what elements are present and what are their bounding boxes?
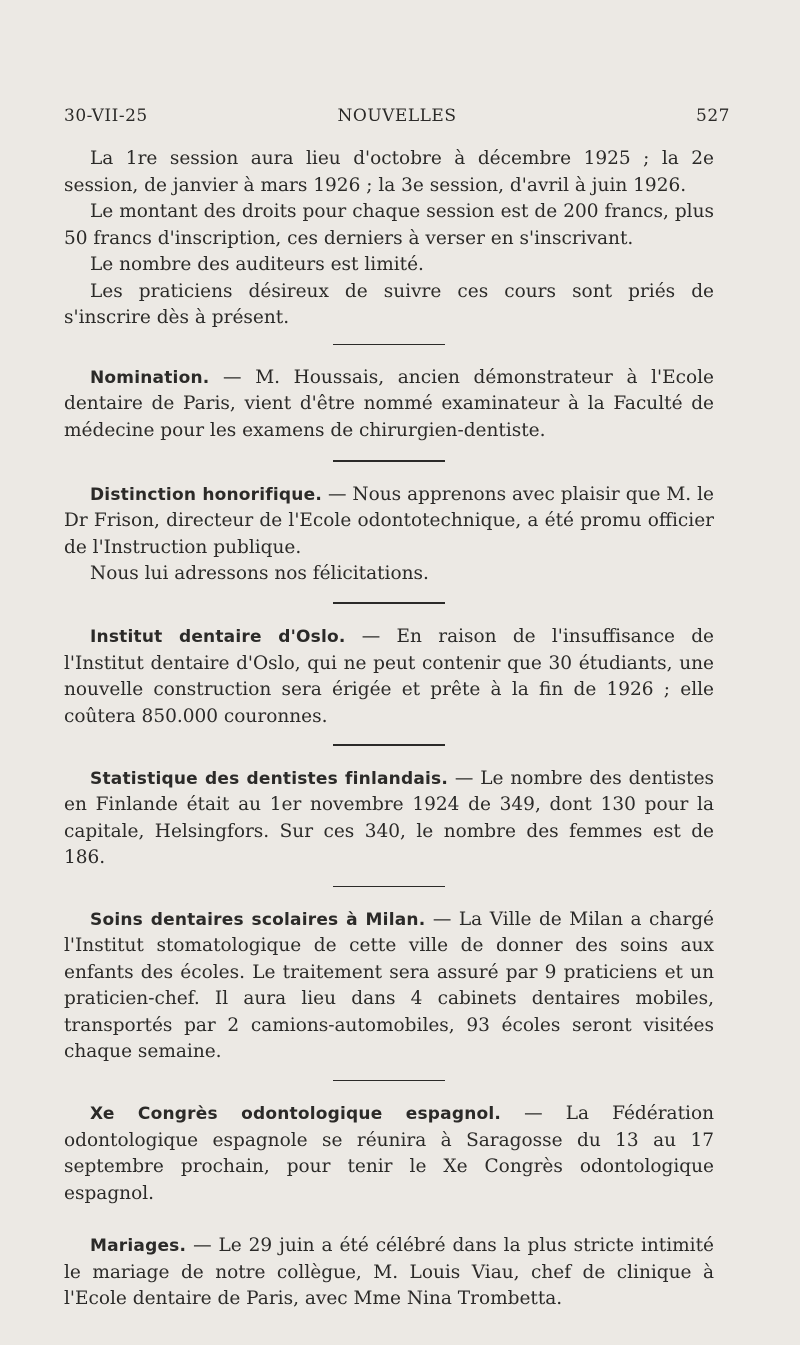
news-item-title: Xe Congrès odontologique espagnol. — [90, 1104, 502, 1125]
intro-paragraph-fees: Le montant des droits pour chaque session est de 200 francs, plus 50 francs d'inscription, ces derniers à verser en s'inscrivant. — [64, 201, 714, 249]
page-number: 527 — [696, 106, 730, 126]
news-item-congress — [64, 1101, 714, 1207]
news-item-title: Mariages. — [90, 1236, 187, 1257]
news-item-title: Soins dentaires scolaires à Milan. — [90, 909, 426, 930]
news-item-text: — La Fédération odontologique espagnole se réunira à Saragosse du 13 au 17 septembre prochain, pour tenir le Xe Congrès odontologique espagnol. — [64, 1103, 714, 1204]
news-item-milan — [64, 907, 714, 1066]
news-item-text: — M. Houssais, ancien démonstrateur à l'Ecole dentaire de Paris, vient d'être nommé examinateur à la Faculté de médecine pour les examens de chirurgien-dentiste. — [64, 366, 714, 441]
news-item-title: Nomination. — [90, 367, 210, 388]
news-item-marriages — [64, 1233, 714, 1313]
news-item-distinction — [64, 482, 714, 562]
news-item-text: — Le 29 juin a été célébré dans la plus stricte intimité le mariage de notre collègue, M. Louis Viau, chef de clinique à l'Ecole dentaire de Paris, avec Mme Nina Trombetta. — [64, 1235, 714, 1310]
news-item-text: — La Ville de Milan a chargé l'Institut stomatologique de cette ville de donner des soins aux enfants des écoles. Le traitement sera assuré par 9 praticiens et un praticien-chef. Il aura lieu dans 4 cabinets dentaires mobiles, transportés par 2 camions-automobiles, 93 écoles seront visitées chaque semaine. — [64, 908, 714, 1063]
intro-paragraph-registration: Les praticiens désireux de suivre ces cours sont priés de s'inscrire dès à présent. — [64, 280, 714, 328]
page-header — [64, 106, 730, 134]
section-divider — [333, 1080, 445, 1081]
section-divider — [333, 460, 445, 461]
issue-date: 30-VII-25 — [64, 106, 148, 126]
news-item-finland — [64, 766, 714, 872]
news-item-title: Distinction honorifique. — [90, 484, 322, 505]
news-item-text: — Nous apprenons avec plaisir que M. le Dr Frison, directeur de l'Ecole odontotechnique, a été promu officier de l'Instruction publique. — [64, 483, 714, 558]
intro-paragraph-limit: Le nombre des auditeurs est limité. — [90, 254, 424, 275]
section-divider — [333, 744, 445, 745]
news-item-title: Statistique des dentistes finlandais. — [90, 768, 449, 789]
section-divider — [333, 886, 445, 887]
news-item-nomination — [64, 365, 714, 445]
news-item-text: — Le nombre des dentistes en Finlande était au 1er novembre 1924 de 349, dont 130 pour la capitale, Helsingfors. Sur ces 340, le nombre des femmes est de 186. — [64, 767, 715, 869]
section-divider — [333, 602, 445, 604]
news-item-title: Institut dentaire d'Oslo. — [90, 627, 346, 648]
spacer — [64, 1207, 714, 1233]
news-item-oslo — [64, 624, 714, 730]
section-title: NOUVELLES — [337, 106, 457, 126]
intro-paragraph-sessions: La 1re session aura lieu d'octobre à décembre 1925 ; la 2e session, de janvier à mars 1926 ; la 3e session, d'avril à juin 1926. — [64, 148, 714, 196]
section-divider — [333, 344, 445, 345]
page-body — [64, 146, 714, 1313]
news-item-text: — En raison de l'insuffisance de l'Institut dentaire d'Oslo, qui ne peut contenir que 30 étudiants, une nouvelle construction sera érigée et prête à la fin de 1926 ; elle coûtera 850.000 couronnes. — [64, 626, 714, 727]
news-item-extra-text: Nous lui adressons nos félicitations. — [90, 563, 429, 585]
